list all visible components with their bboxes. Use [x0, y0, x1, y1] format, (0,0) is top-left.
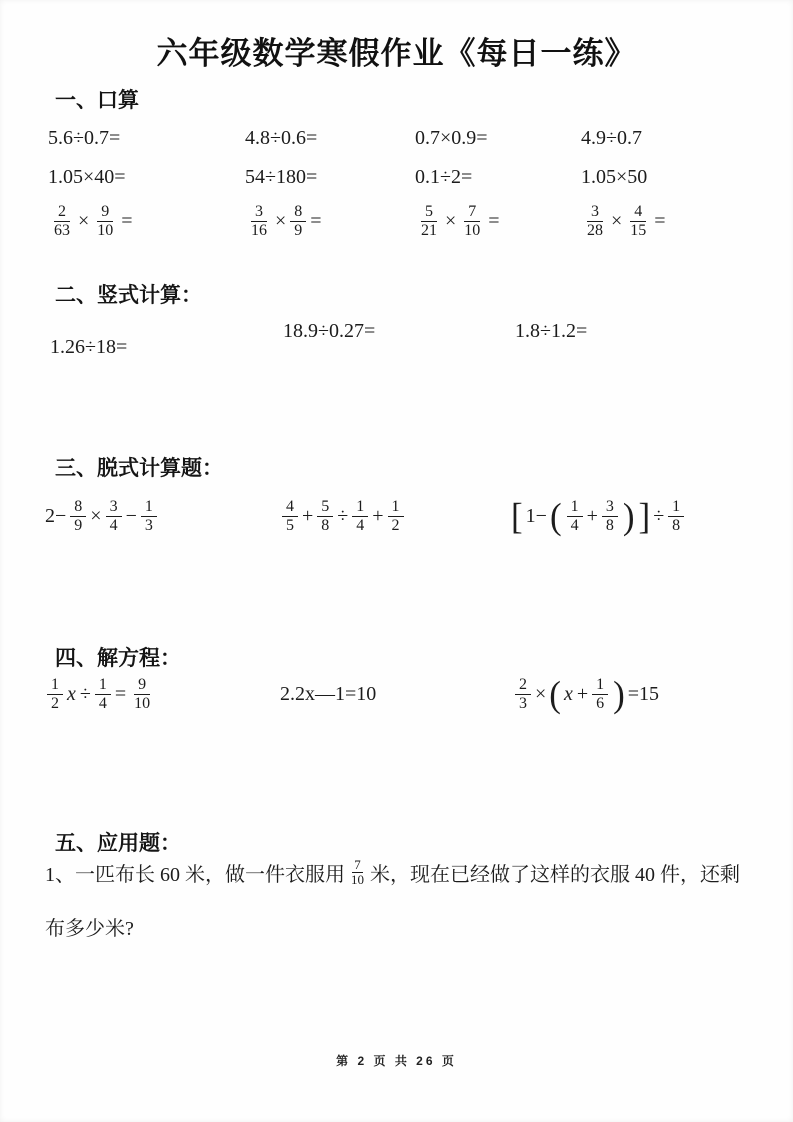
fraction: $\frac{1}{8}$ [668, 498, 684, 536]
math-text: = [654, 210, 666, 233]
fraction: $\frac{1}{2}$ [47, 676, 63, 714]
fraction: $\frac{3}{28}$ [587, 203, 603, 240]
math-problem [45, 498, 280, 536]
section-heading-equations: 四、解方程： [55, 647, 181, 670]
math-problem: 0.7×0.9= [415, 127, 488, 149]
bracket: ) [613, 674, 625, 716]
fraction: $\frac{2}{3}$ [515, 676, 531, 714]
fraction: $\frac{3}{4}$ [106, 498, 122, 536]
fraction: $\frac{8}{9}$ [70, 498, 86, 536]
bracket: [ [511, 496, 523, 538]
fraction: $\frac{4}{5}$ [282, 498, 298, 536]
math-problem [415, 203, 581, 241]
math-problem [48, 203, 245, 241]
fraction: $\frac{1}{4}$ [567, 498, 583, 536]
math-text: = [114, 683, 127, 706]
math-problem [513, 676, 793, 714]
math-text: 2.2x—1=10 [280, 683, 377, 706]
math-text: + [372, 505, 384, 528]
math-text: − [125, 505, 137, 528]
math-text: = [488, 210, 500, 233]
page-number-indicator: 第 2 页 共 26 页 [336, 1054, 457, 1068]
math-text: × [611, 210, 623, 233]
math-text: × [78, 210, 90, 233]
fraction: $\frac{3}{8}$ [602, 498, 618, 536]
math-text: × [275, 210, 287, 233]
section-heading-vertical-calc: 二、竖式计算： [55, 284, 202, 307]
word-problem-line-2: 布多少米? [45, 918, 134, 940]
math-text: = [310, 210, 322, 233]
vertical-row [0, 320, 793, 358]
math-text: ÷ [79, 683, 91, 706]
math-text: = [121, 210, 133, 233]
oral-row-2 [0, 166, 793, 189]
bracket: ] [638, 496, 651, 538]
fraction: $\frac{8}{9}$ [290, 203, 306, 241]
math-problem: 54÷180= [245, 166, 318, 188]
fraction: $\frac{1}{3}$ [141, 498, 157, 536]
fraction: $\frac{9}{10}$ [97, 203, 114, 240]
fraction: $\frac{2}{63}$ [54, 203, 70, 240]
math-text: + [302, 505, 314, 528]
equations-row [0, 676, 793, 714]
variable: x [563, 683, 573, 706]
math-text: × [90, 505, 102, 528]
fraction: $\frac{1}{4}$ [352, 498, 368, 536]
math-text: × [445, 210, 457, 233]
math-problem [510, 498, 793, 536]
math-text: 米，现在已经做了这样的衣服 40 件，还剩 [370, 864, 740, 887]
math-problem [245, 203, 415, 241]
math-text: × [535, 683, 547, 706]
math-problem [280, 676, 513, 714]
math-problem: 4.8÷0.6= [245, 127, 318, 149]
fraction: $\frac{1}{2}$ [388, 498, 404, 536]
word-problem-line-1 [0, 858, 793, 888]
page-title: 六年级数学寒假作业《每日一练》 [156, 36, 637, 71]
math-text: 1、一匹布长 60 米，做一件衣服用 [45, 864, 345, 887]
math-text: 2− [45, 505, 67, 528]
variable: x [67, 683, 76, 706]
math-problem: 5.6÷0.7= [48, 127, 121, 149]
section-heading-stepwise-calc: 三、脱式计算题： [55, 457, 223, 480]
math-text: =15 [627, 683, 660, 706]
bracket: ( [549, 496, 562, 538]
fraction: $\frac{5}{21}$ [421, 203, 437, 240]
math-problem: 1.05×40= [48, 166, 126, 188]
math-text: ÷ [653, 505, 665, 528]
fraction: $\frac{7}{10}$ [351, 857, 364, 888]
fraction: $\frac{3}{16}$ [251, 203, 267, 240]
math-text: ÷ [337, 505, 349, 528]
math-problem: 1.8÷1.2= [515, 320, 588, 342]
math-problem: 18.9÷0.27= [283, 320, 376, 342]
stepwise-row [0, 498, 793, 536]
fraction: $\frac{1}{4}$ [95, 676, 111, 714]
math-text: + [586, 505, 598, 528]
math-problem [45, 676, 280, 714]
math-problem: 1.26÷18= [50, 336, 128, 358]
fraction: $\frac{4}{15}$ [630, 203, 647, 240]
math-problem: 0.1÷2= [415, 166, 473, 188]
fraction: $\frac{9}{10}$ [134, 676, 151, 713]
bracket: ) [622, 496, 635, 538]
section-heading-word-problems: 五、应用题： [55, 832, 181, 855]
fraction: $\frac{1}{6}$ [592, 676, 608, 714]
oral-row-1 [0, 127, 793, 150]
bracket: ( [549, 674, 561, 716]
section-heading-oral-calc: 一、口算 [55, 89, 139, 112]
math-problem [280, 498, 510, 536]
math-problem [581, 203, 793, 241]
fraction: $\frac{5}{8}$ [317, 498, 333, 536]
math-problem: 1.05×50 [581, 166, 648, 188]
fraction: $\frac{7}{10}$ [464, 203, 481, 240]
math-text: 1− [525, 505, 547, 528]
oral-row-3 [0, 203, 793, 241]
math-problem: 4.9÷0.7 [581, 127, 642, 149]
math-text: + [576, 683, 589, 706]
